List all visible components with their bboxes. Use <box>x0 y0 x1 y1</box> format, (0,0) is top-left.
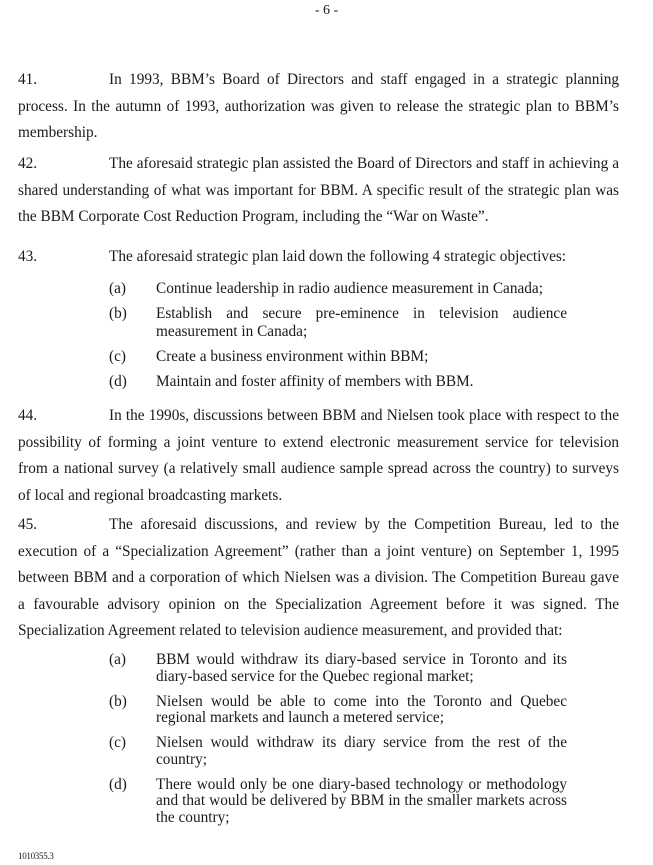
paragraph-text: In 1993, BBM’s Board of Directors and staff engaged in a strategic planning process. In the autumn of 1993, authorization was given to release the strategic plan to BBM’s membership. <box>18 71 619 141</box>
list-item <box>109 280 567 298</box>
list-item-text: BBM would withdraw its diary-based service in Toronto and its diary-based service for the Quebec regional market; <box>156 651 567 685</box>
list-item <box>109 735 567 768</box>
paragraph-44 <box>18 403 619 509</box>
paragraph-number: 45. <box>18 516 38 533</box>
list-item-text: Maintain and foster affinity of members with BBM. <box>156 373 474 390</box>
paragraph-text: In the 1990s, discussions between BBM and Nielsen took place with respect to the possibility of forming a joint venture to extend electronic measurement service for television from a national survey (a relatively small audience sample spread across the country) to surveys of local and regional broadcasting markets. <box>18 407 619 504</box>
paragraph-41 <box>18 67 619 147</box>
list-marker: (c) <box>109 348 126 365</box>
paragraph-number: 43. <box>18 248 38 265</box>
agreement-provisions-list <box>109 652 567 835</box>
list-item-text: There would only be one diary-based technology or methodology and that would be delivered by BBM in the smaller markets across the country; <box>156 775 567 826</box>
paragraph-number: 41. <box>18 71 38 88</box>
list-item <box>109 348 567 366</box>
list-marker: (b) <box>109 692 127 710</box>
list-item-text: Establish and secure pre-eminence in television audience measurement in Canada; <box>156 305 567 340</box>
list-item-text: Nielsen would withdraw its diary service from the rest of the country; <box>156 734 567 768</box>
paragraph-45 <box>18 512 619 645</box>
paragraph-text: The aforesaid strategic plan assisted the Board of Directors and staff in achieving a shared understanding of what was important for BBM. A specific result of the strategic plan was the BBM Corporate Cost Reduction Program, including the “War on Waste”. <box>18 155 619 225</box>
document-id: 1010355.3 <box>18 851 54 861</box>
list-item <box>109 373 567 391</box>
list-item <box>109 694 567 727</box>
list-item <box>109 652 567 685</box>
list-item <box>109 777 567 827</box>
paragraph-42 <box>18 151 619 231</box>
paragraph-text: The aforesaid strategic plan laid down the following 4 strategic objectives: <box>109 248 567 265</box>
list-item <box>109 305 567 341</box>
list-marker: (a) <box>109 651 126 668</box>
paragraph-number: 42. <box>18 155 38 172</box>
list-marker: (c) <box>109 734 126 751</box>
list-item-text: Nielsen would be able to come into the Toronto and Quebec regional markets and launch a metered service; <box>156 692 567 726</box>
list-marker: (d) <box>109 775 127 793</box>
paragraph-43 <box>18 244 619 271</box>
list-item-text: Create a business environment within BBM; <box>156 348 429 365</box>
strategic-objectives-list <box>109 280 567 398</box>
list-marker: (d) <box>109 373 127 390</box>
page-number: - 6 - <box>314 3 339 18</box>
list-marker: (a) <box>109 280 126 297</box>
paragraph-number: 44. <box>18 407 38 424</box>
paragraph-text: The aforesaid discussions, and review by the Competition Bureau, led to the execution of a “Specialization Agreement” (rather than a joint venture) on September 1, 1995 between BBM and a corporation of which Nielsen was a division. The Competition Bureau gave a favourable advisory opinion on the Specialization Agreement before it was signed. The Specialization Agreement related to television audience measurement, and provided that: <box>18 516 619 639</box>
list-item-text: Continue leadership in radio audience measurement in Canada; <box>156 280 543 297</box>
list-marker: (b) <box>109 305 127 322</box>
